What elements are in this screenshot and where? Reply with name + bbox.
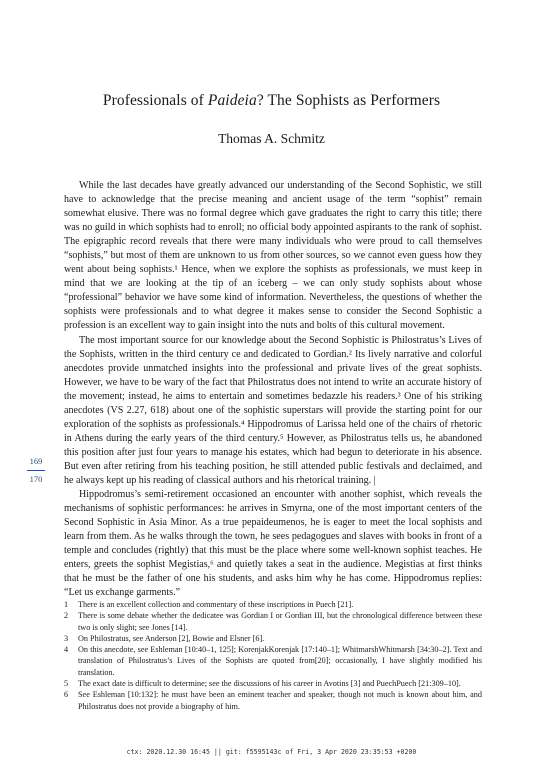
footnote — [64, 644, 482, 678]
footnote — [64, 610, 482, 633]
footnote-number: 5 — [64, 679, 69, 689]
margin-number-169: 169 — [29, 456, 43, 466]
footnotes — [64, 599, 482, 712]
footnote-number: 4 — [64, 645, 69, 655]
footnote — [64, 689, 482, 712]
author-name: Thomas A. Schmitz — [218, 131, 325, 146]
paragraph-2: The most important source for our knowledge about the Second Sophistic is Philostratus’s Lives of the Sophists, written in the third century ce and dedicated to Gordian.² Its lively narrative and colorful anecdotes provide unmatched insights into the professional and private lives of the great sophists. However, we have to be wary of the fact that Philostratus does not intend to write an accurate history of the movement; instead, he aims to entertain and sometimes bedazzle his readers.³ One of his striking anecdotes (VS 2.27, 618) about one of the sophistic superstars will provide the starting point for our exploration of the sophists as professionals.⁴ Hippodromus of Larissa held one of the chairs of rhetoric in Athens during the early years of the third century.⁵ However, as Philostratus tells us, he abandoned this position after just four years to manage his estates, which had begun to deteriorate in his absence. But even after retiring from his teaching position, he still attended public festivals and declaimed, and he always kept up his reading of classical authors and his rhetorical training. | — [64, 334, 482, 486]
footnote — [64, 599, 482, 610]
paper-title — [0, 92, 543, 110]
footnote-text: On Philostratus, see Anderson [2], Bowie and Elsner [6]. — [78, 633, 265, 643]
title-part2: ? The Sophists as Performers — [256, 92, 441, 109]
margin-page-numbers — [26, 456, 46, 484]
paragraph-1: While the last decades have greatly advanced our understanding of the Second Sophistic, we still have to acknowledge that the precise meaning and ancient usage of the term “sophist” remain somewhat elusive. There was no formal degree which gave graduates the right to carry this title; there was no guild in which sophists had to enroll; no official body appointed aspirants to the rank of sophist. The epigraphic record reveals that there were many individuals who were proud to call themselves “sophists,” but most of them are unknown to us from other sources, so we cannot even guess how they went about being sophists.¹ Hence, when we explore the sophists as professionals, we must keep in mind that we are looking at the tip of an iceberg – we can only study sophists about whose “professional” behavior we have some kind of information. Nevertheless, the questions of whether the sophists were professionals and to what degree it makes sense to consider the Second Sophistic a profession is an excellent way to gain insight into the nuts and bolts of this cultural movement. — [64, 180, 482, 332]
footnote-text: There is an excellent collection and commentary of these inscriptions in Puech [21]. — [78, 600, 354, 609]
footnote — [64, 633, 482, 644]
title-italic: Paideia — [207, 92, 257, 109]
footnote-text: On this anecdote, see Eshleman [10:40–1, 125]; KorenjakKorenjak [17:140–1]; WhitmarshWhitmarsh [34:30–2]. Text and translation of Philostratus’s Lives of the Sophists are quoted from[20]; occasionally, I have slightly modified his translation. — [78, 645, 482, 677]
margin-number-170: 170 — [29, 474, 43, 484]
build-footer: ctx: 2020.12.30 16:45 || git: f5595143c of Fri, 3 Apr 2020 23:35:53 +0200 — [126, 748, 417, 756]
footnote-number: 6 — [64, 690, 69, 700]
footnote-text: The exact date is difficult to determine; see the discussions of his career in Avotins [3] and PuechPuech [21:309–10]. — [78, 679, 461, 689]
footnote-number: 3 — [64, 633, 69, 643]
paragraph-3: Hippodromus’s semi-retirement occasioned an encounter with another sophist, which reveals the mechanisms of sophistic performances: he arrives in Smyrna, one of the most important centers of the Second Sophistic in Asia Minor. As a true pepaideumenos, he is eager to meet the local sophists and learn from them. As he walks through the town, he sees pedagogues and slaves with books in front of a temple and concludes (rightly) that this must be the place where some well-known sophist teaches. He enters, greets the sophist Megistias,⁶ and quietly takes a seat in the audience. Megistias at first thinks that he must be the father of one his students, and asks him why he has come. Hippodromus replies: “Let us exchange garments.” — [64, 489, 482, 599]
footnote-number: 2 — [64, 611, 69, 621]
footnote — [64, 678, 482, 689]
margin-rule — [27, 470, 45, 471]
footnote-text: There is some debate whether the dedicatee was Gordian I or Gordian III, but the chronological difference between these two is only slight; see Jones [14]. — [78, 611, 482, 632]
footnote-number: 1 — [64, 600, 69, 609]
title-part1: Professionals of — [102, 92, 208, 109]
body-text — [64, 179, 482, 600]
footnote-text: See Eshleman [10:132]: he must have been an eminent teacher and speaker, though not much is known about him, and Philostratus does not provide a biography of him. — [78, 690, 482, 711]
